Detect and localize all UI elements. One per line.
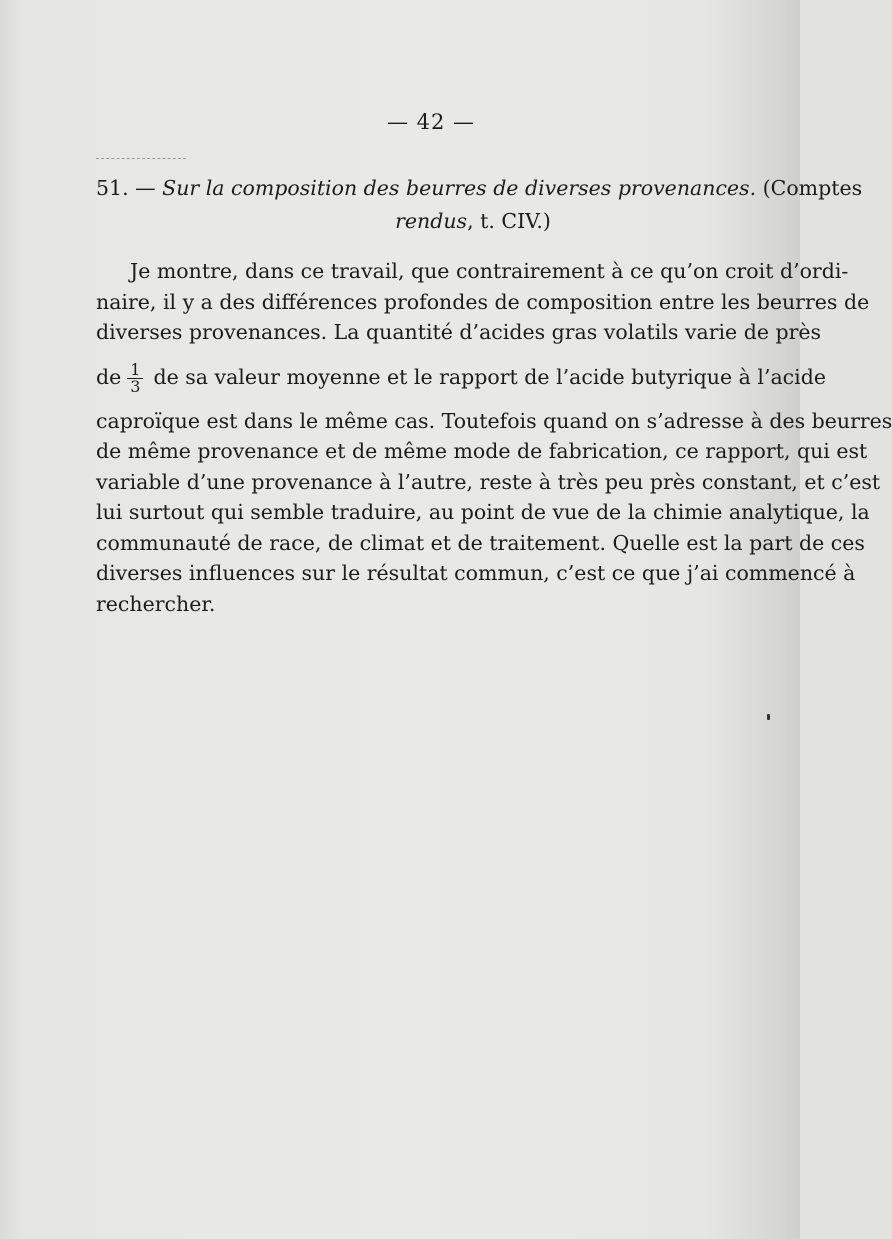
entry-heading bbox=[96, 172, 863, 238]
paragraph-line: de même provenance et de même mode de fabrication, ce rapport, qui est bbox=[96, 439, 868, 463]
entry-heading-line-2 bbox=[96, 205, 760, 238]
fraction-one-third bbox=[127, 359, 143, 396]
entry-title: Sur la composition des beurres de diverses provenances. bbox=[162, 176, 757, 200]
paragraph bbox=[96, 256, 892, 619]
entry-source-volume: , t. CIV.) bbox=[467, 209, 551, 233]
paragraph-line: rechercher. bbox=[96, 591, 216, 616]
ink-speck bbox=[767, 714, 770, 720]
paragraph-line: lui surtout qui semble traduire, au point de vue de la chimie analytique, la bbox=[96, 500, 870, 524]
fraction-prefix: de bbox=[96, 364, 122, 389]
entry-number: 51. — bbox=[96, 176, 156, 200]
paragraph-line: Je montre, dans ce travail, que contrairement à ce qu’on croit d’ordi- bbox=[130, 259, 849, 283]
fraction-suffix: de sa valeur moyenne et le rapport de l’acide butyrique à l’acide bbox=[153, 364, 826, 389]
entry-source-open: (Comptes bbox=[762, 176, 863, 200]
paragraph-line: communauté de race, de climat et de traitement. Quelle est la part de ces bbox=[96, 530, 865, 555]
paragraph-line: variable d’une provenance à l’autre, reste à très peu près constant, et c’est bbox=[96, 469, 881, 494]
page-number: — 42 — bbox=[386, 110, 476, 134]
entry-heading-line-1 bbox=[96, 172, 863, 205]
paragraph-line: diverses influences sur le résultat commun, c’est ce que j’ai commencé à bbox=[96, 561, 856, 585]
fraction-denominator: 3 bbox=[130, 376, 141, 396]
paragraph-line: diverses provenances. La quantité d’acides gras volatils varie de près bbox=[96, 320, 822, 344]
fraction-numerator: 1 bbox=[127, 362, 143, 379]
paragraph-line-with-fraction bbox=[96, 348, 826, 406]
paragraph-line: naire, il y a des différences profondes de composition entre les beurres de bbox=[96, 289, 870, 314]
entry-source-journal: rendus bbox=[395, 209, 468, 233]
header-rule bbox=[96, 158, 186, 159]
paragraph-line: caproïque est dans le même cas. Toutefois quand on s’adresse à des beurres bbox=[96, 408, 892, 433]
